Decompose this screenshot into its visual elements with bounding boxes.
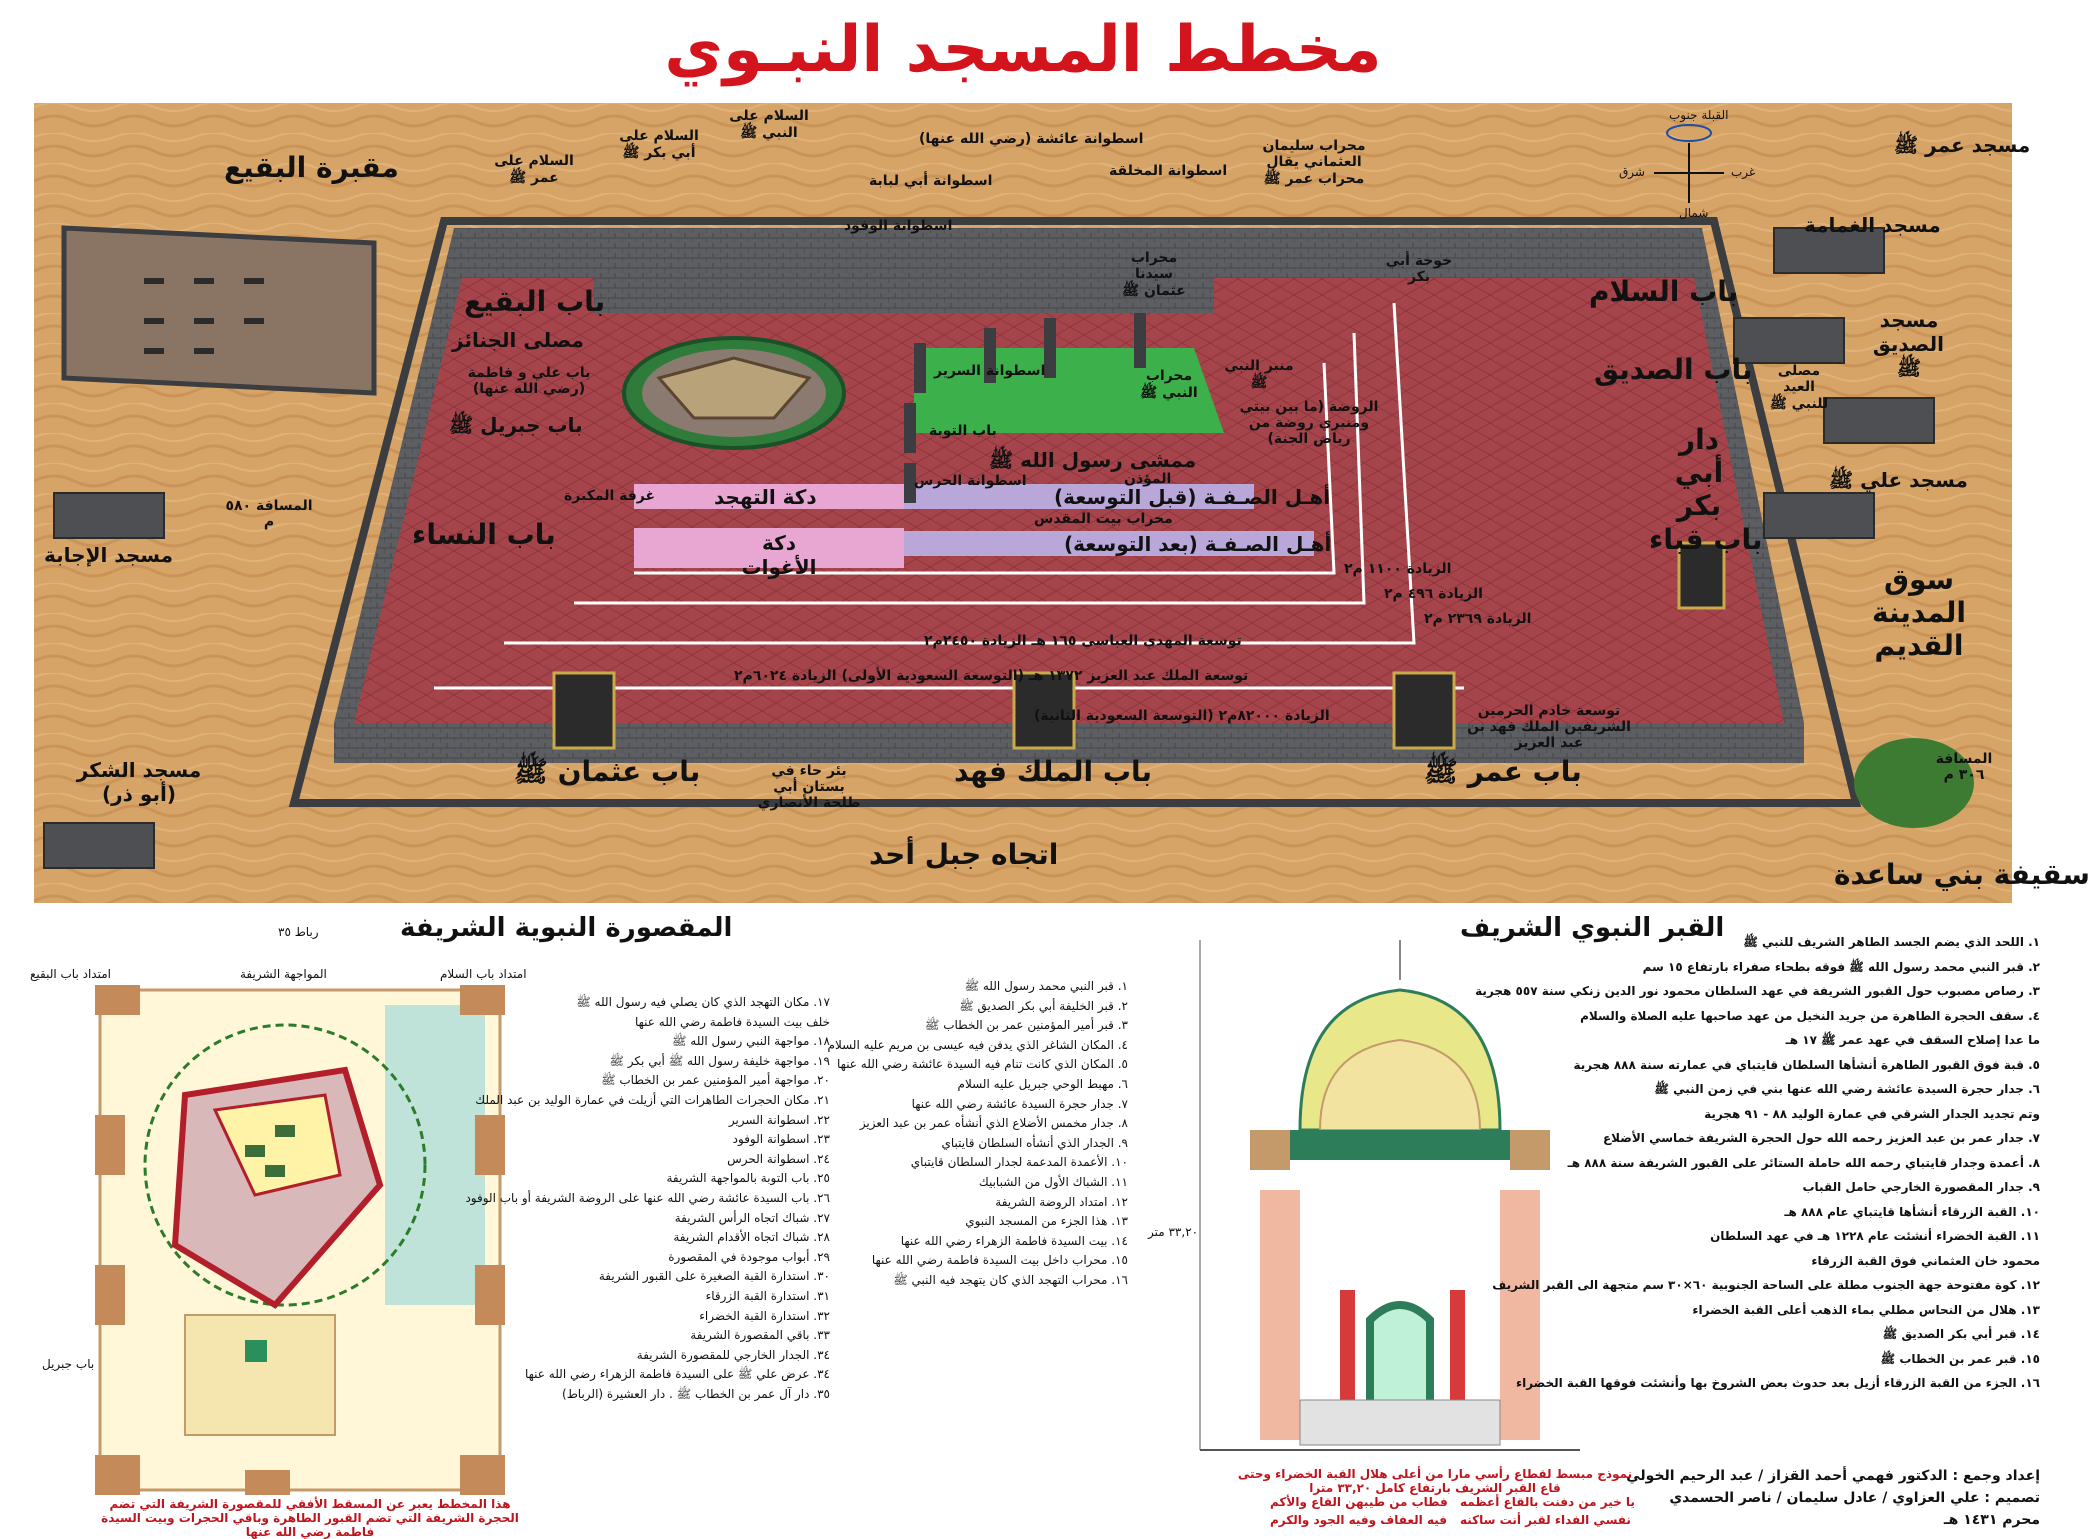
label-bir-ha: بئر حاء في بستان أبي طلحة الأنصاري xyxy=(757,763,861,811)
list-item: ١٥. قبر عمر بن الخطاب ﷺ xyxy=(1880,1351,2040,1366)
label-dakkat-tahajjud: دكة التهجد xyxy=(714,485,817,509)
list-item: ٤. المكان الشاغر الذي يدفن فيه عيسى بن مريم عليه السلام xyxy=(827,1037,1128,1052)
list-item: ١٨. مواجهة النبي رسول الله ﷺ xyxy=(671,1034,830,1049)
label-suffa-after: أهـل الصـفـة (بعد التوسعة) xyxy=(1064,532,1332,556)
label-ustuwanat-abi-lubaba: اسطوانة أبي لبابة xyxy=(869,173,993,189)
label-ziyada-2369: الزيادة ٢٣٦٩ م٢ xyxy=(1424,611,1532,627)
list-item: ١٩. مواجهة خليفة رسول الله ﷺ أبي بكر ﷺ xyxy=(609,1053,830,1068)
label-musalla-eid: مصلى العيد للنبي ﷺ xyxy=(1769,363,1829,412)
label-ustuwanat-haras: اسطوانة الحرس xyxy=(914,473,1027,489)
list-item: ٩. جدار المقصورة الخارجي حامل القباب xyxy=(1802,1180,2040,1194)
list-item: ١٥. محراب داخل بيت السيدة فاطمة رضي الله عنها xyxy=(871,1253,1128,1268)
list-item: ٨. جدار مخمس الأضلاع الذي أنشأه عمر بن عبد العزيز xyxy=(859,1116,1128,1131)
gate-bab-umar: باب عمر ﷺ xyxy=(1424,755,1582,788)
credit-line: تصميم : علي العزاوي / عادل سليمان / ناصر الحسمدي xyxy=(1669,1490,2040,1506)
list-item: ١٧. مكان التهجد الذي كان يصلي فيه رسول الله ﷺ xyxy=(576,995,830,1009)
list-item: ٣٢. استدارة القبة الخضراء xyxy=(699,1308,830,1323)
label-jabal-uhud: اتجاه جبل أحد xyxy=(869,838,1059,871)
label-salam-abubakr: السلام على أبي بكر ﷺ xyxy=(619,128,699,161)
label-mihrab-nabi: محراب النبي ﷺ xyxy=(1140,368,1198,401)
label-masjid-ghamama: مسجد الغمامة xyxy=(1804,213,1941,237)
qabr-caption: نموذج مبسط لقطاع رأسي مارا من أعلى هلال القبة الخضراء وحتى قاع القبر الشريف بارتفاع كامل ٣٣,٢٠ مترا xyxy=(1237,1467,1633,1495)
label-baqi-cemetery: مقبرة البقيع xyxy=(224,151,399,184)
compass-east: شرق xyxy=(1619,165,1645,179)
label-tawsia-fahd: توسعة خادم الحرمين الشريفين الملك فهد بن عبد العزيز xyxy=(1467,703,1631,751)
list-item: ١٠. القبة الزرقاء أنشأها قايتباي عام ٨٨٨ هـ xyxy=(1784,1204,2040,1219)
list-item: ما عدا إصلاح السقف في عهد عمر ﷺ ١٧ هـ xyxy=(1785,1033,2040,1047)
list-item: ١٢. امتداد الروضة الشريفة xyxy=(995,1194,1128,1209)
gate-bab-malik-fahd: باب الملك فهد xyxy=(954,755,1153,788)
list-item: خلف بيت السيدة فاطمة رضي الله عنها xyxy=(634,1014,830,1029)
list-item: وتم تجديد الجدار الشرقي في عمارة الوليد ٨٨ - ٩١ هجرية xyxy=(1704,1106,2040,1121)
maqsura-plan xyxy=(95,985,505,1495)
qabr-list xyxy=(1475,930,2040,1396)
qabr-poem-3: نفسي الفداء لقبر أنت ساكنه xyxy=(1460,1513,1631,1527)
list-item: ١٣. هلال من النحاس مطلي بماء الذهب أعلى القبة الخضراء xyxy=(1692,1302,2040,1317)
list-item: ٢. قبر النبي محمد رسول الله ﷺ فوقه بطحاء صفراء بارتفاع ١٥ سم xyxy=(1642,959,2040,974)
list-item: ٣٤. عرض علي ﷺ على السيدة فاطمة الزهراء رضي الله عنها xyxy=(524,1367,830,1382)
gate-bab-ali-fatima: باب علي و فاطمة (رضي الله عنها) xyxy=(467,365,591,397)
list-item: ٦. جدار حجرة السيدة عائشة رضي الله عنها بني في زمن النبي ﷺ xyxy=(1654,1082,2040,1096)
list-item: ٦. مهبط الوحي جبريل عليه السلام xyxy=(957,1076,1128,1091)
list-item: ٢٤. اسطوانة الحرس xyxy=(727,1151,830,1166)
label-saqifat: سقيفة بني ساعدة xyxy=(1834,858,2090,891)
mosque-map xyxy=(34,103,2090,903)
list-item: ٢٥. باب التوبة بالمواجهة الشريفة xyxy=(666,1171,830,1186)
label-masjid-shukr: مسجد الشكر (أبو ذر) xyxy=(76,758,202,806)
maqsura-ext-salam: امتداد باب السلام xyxy=(440,967,527,981)
qabr-panel xyxy=(1140,905,2046,1534)
qabr-poem-1: يا خير من دفنت بالقاع أعظمه xyxy=(1460,1495,1635,1509)
label-distance-saqifa: المسافة ٣٠٦ م xyxy=(1935,751,1993,783)
list-item: ٢٠. مواجهة أمير المؤمنين عمر بن الخطاب ﷺ xyxy=(601,1073,830,1088)
list-item: ٢٣. اسطوانة الوفود xyxy=(732,1132,830,1147)
label-mihrab-bayt-maqdis: محراب بيت المقدس xyxy=(1034,511,1173,527)
list-item: ٧. جدار عمر بن عبد العزيز رحمه الله حول الحجرة الشريفة خماسي الأضلاع xyxy=(1602,1131,2040,1145)
list-item: ٩. الجدار الذي أنشأه السلطان قايتباي xyxy=(941,1135,1128,1150)
list-item: ٢٧. شباك اتجاه الرأس الشريفة xyxy=(674,1210,830,1225)
list-item: ١١. القبة الخضراء أنشئت عام ١٢٢٨ هـ في عهد السلطان xyxy=(1710,1229,2040,1243)
maqsura-note: هذا المخطط يعبر عن المسقط الأفقي للمقصورة الشريفة التي تضم الحجرة الشريفة التي تضم القبور الطاهرة وباقي الحجرات وبيت السيدة فاطمة رضي الله عنها xyxy=(101,1497,519,1539)
maqsura-panel xyxy=(0,905,1140,1539)
label-ziyada-496: الزيادة ٤٩٦ م٢ xyxy=(1384,586,1483,602)
maqsura-muwajaha: المواجهة الشريفة xyxy=(240,967,327,981)
label-masjid-ijaba: مسجد الإجابة xyxy=(44,543,173,567)
label-salam-umar: السلام على عمر ﷺ xyxy=(494,153,574,186)
label-souq: سوق المدينة القديم xyxy=(1872,563,1966,662)
list-item: ١٦. الجزء من القبة الزرقاء أزيل بعد حدوث بعض الشروخ بها وأنشئت فوقها القبة الخضراء xyxy=(1515,1376,2040,1390)
label-tawsia-fahd-ziyada: الزيادة ٨٢٠٠٠م٢ (التوسعة السعودية الثانية) xyxy=(1034,708,1330,724)
list-item: محمود خان العثماني فوق القبة الزرقاء xyxy=(1811,1253,2040,1268)
maqsura-title: المقصورة النبوية الشريفة xyxy=(400,913,733,943)
list-item: ٣١. استدارة القبة الزرقاء xyxy=(705,1288,830,1303)
label-tawsia-abdulaziz: توسعة الملك عبد العزيز ١٣٧٢ هـ (التوسعة السعودية الأولى) الزيادة ٦٠٢٤م٢ xyxy=(734,668,1249,684)
compass-qibla: القبلة جنوب xyxy=(1669,108,1729,122)
label-musalla-janaiz: مصلى الجنائز xyxy=(452,328,584,352)
label-masjid-siddiq: مسجد الصديق ﷺ xyxy=(1872,308,1944,380)
qabr-height-label: ٣٣,٢٠ متر xyxy=(1148,1225,1199,1239)
label-suffa-before: أهـل الصـفـة (قبل التوسعة) xyxy=(1054,485,1331,509)
page-title: مخطط المسجد النبـوي xyxy=(664,13,1382,87)
label-dar-abibakr: دار أبي بكر xyxy=(1674,423,1724,522)
list-item: ٣. قبر أمير المؤمنين عمر بن الخطاب ﷺ xyxy=(924,1018,1128,1033)
gate-bab-jibril: باب جبريل ﷺ xyxy=(449,413,583,437)
list-item: ٢٨. شباك اتجاه الأقدام الشريفة xyxy=(673,1230,830,1245)
qabr-credits xyxy=(1620,1465,2040,1531)
list-item: ١. اللحد الذي يضم الجسد الطاهر الشريف للنبي ﷺ xyxy=(1743,935,2040,949)
list-item: ٣٠. استدارة القبة الصغيرة على القبور الشريفة xyxy=(598,1269,830,1284)
label-salam-nabi: السلام على النبي ﷺ xyxy=(729,108,809,141)
label-bab-tawba: باب التوبة xyxy=(929,423,997,439)
list-item: ٢٦. باب السيدة عائشة رضي الله عنها على الروضة الشريفة أو باب الوفود xyxy=(465,1190,830,1205)
list-item: ١٤. بيت السيدة فاطمة الزهراء رضي الله عنها xyxy=(900,1233,1128,1248)
gate-bab-nisa: باب النساء xyxy=(412,518,556,551)
label-tawsia-mahdi: توسعة المهدي العباسي ١٦٥ هـ الزيادة ٢٤٥٠م٢ xyxy=(924,633,1242,649)
list-item: ١٣. هذا الجزء من المسجد النبوي xyxy=(965,1214,1128,1229)
label-ustuwanat-aisha: اسطوانة عائشة (رضي الله عنها) xyxy=(919,131,1144,147)
label-ustuwanat-sarir: اسطوانة السرير xyxy=(934,363,1046,379)
label-dakkat-aghawat: دكة الأغوات xyxy=(741,531,817,579)
gate-bab-salam: باب السلام xyxy=(1589,275,1739,308)
baqi-cemetery-block xyxy=(64,228,374,393)
list-item: ١٦. محراب التهجد الذي كان يتهجد فيه النبي ﷺ xyxy=(893,1272,1128,1287)
list-item: ٧. جدار حجرة السيدة عائشة رضي الله عنها xyxy=(911,1096,1128,1111)
label-mihrab-uthman: محراب سيدنا عثمان ﷺ xyxy=(1122,250,1186,299)
list-item: ١٢. كوة مفتوحة جهة الجنوب مطلة على الساحة الجنوبية ٦٠×٣٠ سم متجهة الى القبر الشريف xyxy=(1492,1278,2040,1292)
list-item: ٢٩. أبواب موجودة في المقصورة xyxy=(668,1249,830,1264)
gate-bab-siddiq: باب الصديق xyxy=(1594,353,1753,386)
label-khawkhat-abibakr: خوخة أبي بكر xyxy=(1385,253,1453,285)
credit-line: إعداد وجمع : الدكتور فهمي أحمد القزاز / عبد الرحيم الخولي xyxy=(1626,1468,2040,1484)
list-item: ١٠. الأعمدة المدعمة لجدار السلطان قايتباي xyxy=(910,1155,1128,1170)
list-item: ٣٥. دار آل عمر بن الخطاب ﷺ . دار العشيرة (الرباط) xyxy=(562,1386,830,1401)
label-mihrab-suleiman: محراب سليمان العثماني يقال محراب عمر ﷺ xyxy=(1262,138,1366,187)
maqsura-bab-jibril: باب جبريل xyxy=(42,1357,95,1371)
label-distance-ijaba: المسافة ٥٨٠ م xyxy=(225,498,313,530)
maqsura-ext-baqi: امتداد باب البقيع xyxy=(30,967,111,981)
list-item: ٢٢. اسطوانة السرير xyxy=(728,1112,830,1127)
gate-bab-uthman: باب عثمان ﷺ xyxy=(514,755,701,788)
maqsura-list-left xyxy=(465,993,830,1404)
list-item: ١٤. قبر أبي بكر الصديق ﷺ xyxy=(1882,1327,2040,1341)
qabr-poem-2: فطاب من طيبهن القاع والأكم xyxy=(1270,1495,1448,1509)
qabr-poem-4: فيه العفاف وفيه الجود والكرم xyxy=(1270,1513,1447,1527)
label-ustuwanat-mukhallaqa: اسطوانة المخلقة xyxy=(1109,163,1228,179)
label-rawda: الروضة (ما بين بيتي ومنبري روضة من رياض الجنة) xyxy=(1239,399,1379,447)
credit-line: محرم ١٤٣١ هـ xyxy=(1943,1512,2040,1528)
list-item: ٤. سقف الحجرة الطاهرة من جريد النخيل من عهد صاحبها عليه الصلاة والسلام xyxy=(1580,1008,2040,1023)
list-item: ٨. أعمدة وجدار قايتباي رحمه الله حاملة الستائر على القبور الشريفة سنة ٨٨٨ هـ xyxy=(1567,1155,2040,1170)
compass-west: غرب xyxy=(1731,165,1756,179)
label-ghurfat-mukabbira: غرفة المكبرة xyxy=(564,488,656,504)
gate-bab-quba: باب قباء xyxy=(1649,523,1763,556)
list-item: ١١. الشباك الأول من الشبابيك xyxy=(978,1174,1128,1189)
label-masjid-umar: مسجد عمر ﷺ xyxy=(1894,133,2031,157)
list-item: ٥. المكان الذي كانت تنام فيه السيدة عائشة رضي الله عنها xyxy=(837,1057,1128,1072)
list-item: ١. قبر النبي محمد رسول الله ﷺ xyxy=(964,979,1128,993)
label-masjid-ali: مسجد علي ﷺ xyxy=(1829,468,1968,492)
compass-north: شمال xyxy=(1679,206,1709,220)
label-muadhin: المؤذن xyxy=(1124,471,1172,487)
list-item: ٣. رصاص مصبوب حول القبور الشريفة في عهد السلطان محمود نور الدين زنكي سنة ٥٥٧ هجرية xyxy=(1475,984,2040,998)
list-item: ٣٤. الجدار الخارجي للمقصورة الشريفة xyxy=(636,1347,830,1362)
qabr-title: القبر النبوي الشريف xyxy=(1460,913,1725,943)
maqsura-list-right xyxy=(827,977,1128,1291)
label-mamsha: ممشى رسول الله ﷺ xyxy=(989,448,1197,472)
label-ustuwanat-wufud: اسطوانة الوفود xyxy=(844,218,953,234)
label-mimbar: منبر النبي ﷺ xyxy=(1224,358,1294,391)
list-item: ٥. قبة فوق القبور الطاهرة أنشأها السلطان قايتباي في عمارته سنة ٨٨٨ هجرية xyxy=(1573,1057,2040,1072)
maqsura-ribat: رباط ٣٥ xyxy=(278,925,319,939)
list-item: ٢. قبر الخليفة أبي بكر الصديق ﷺ xyxy=(959,998,1128,1013)
gate-bab-albaqi: باب البقيع xyxy=(464,285,606,318)
label-ziyada-1100: الزيادة ١١٠٠ م٢ xyxy=(1344,561,1452,577)
list-item: ٢١. مكان الحجرات الطاهرات التي أزيلت في عمارة الوليد بن عبد الملك xyxy=(475,1092,830,1107)
list-item: ٣٣. باقي المقصورة الشريفة xyxy=(690,1328,830,1343)
